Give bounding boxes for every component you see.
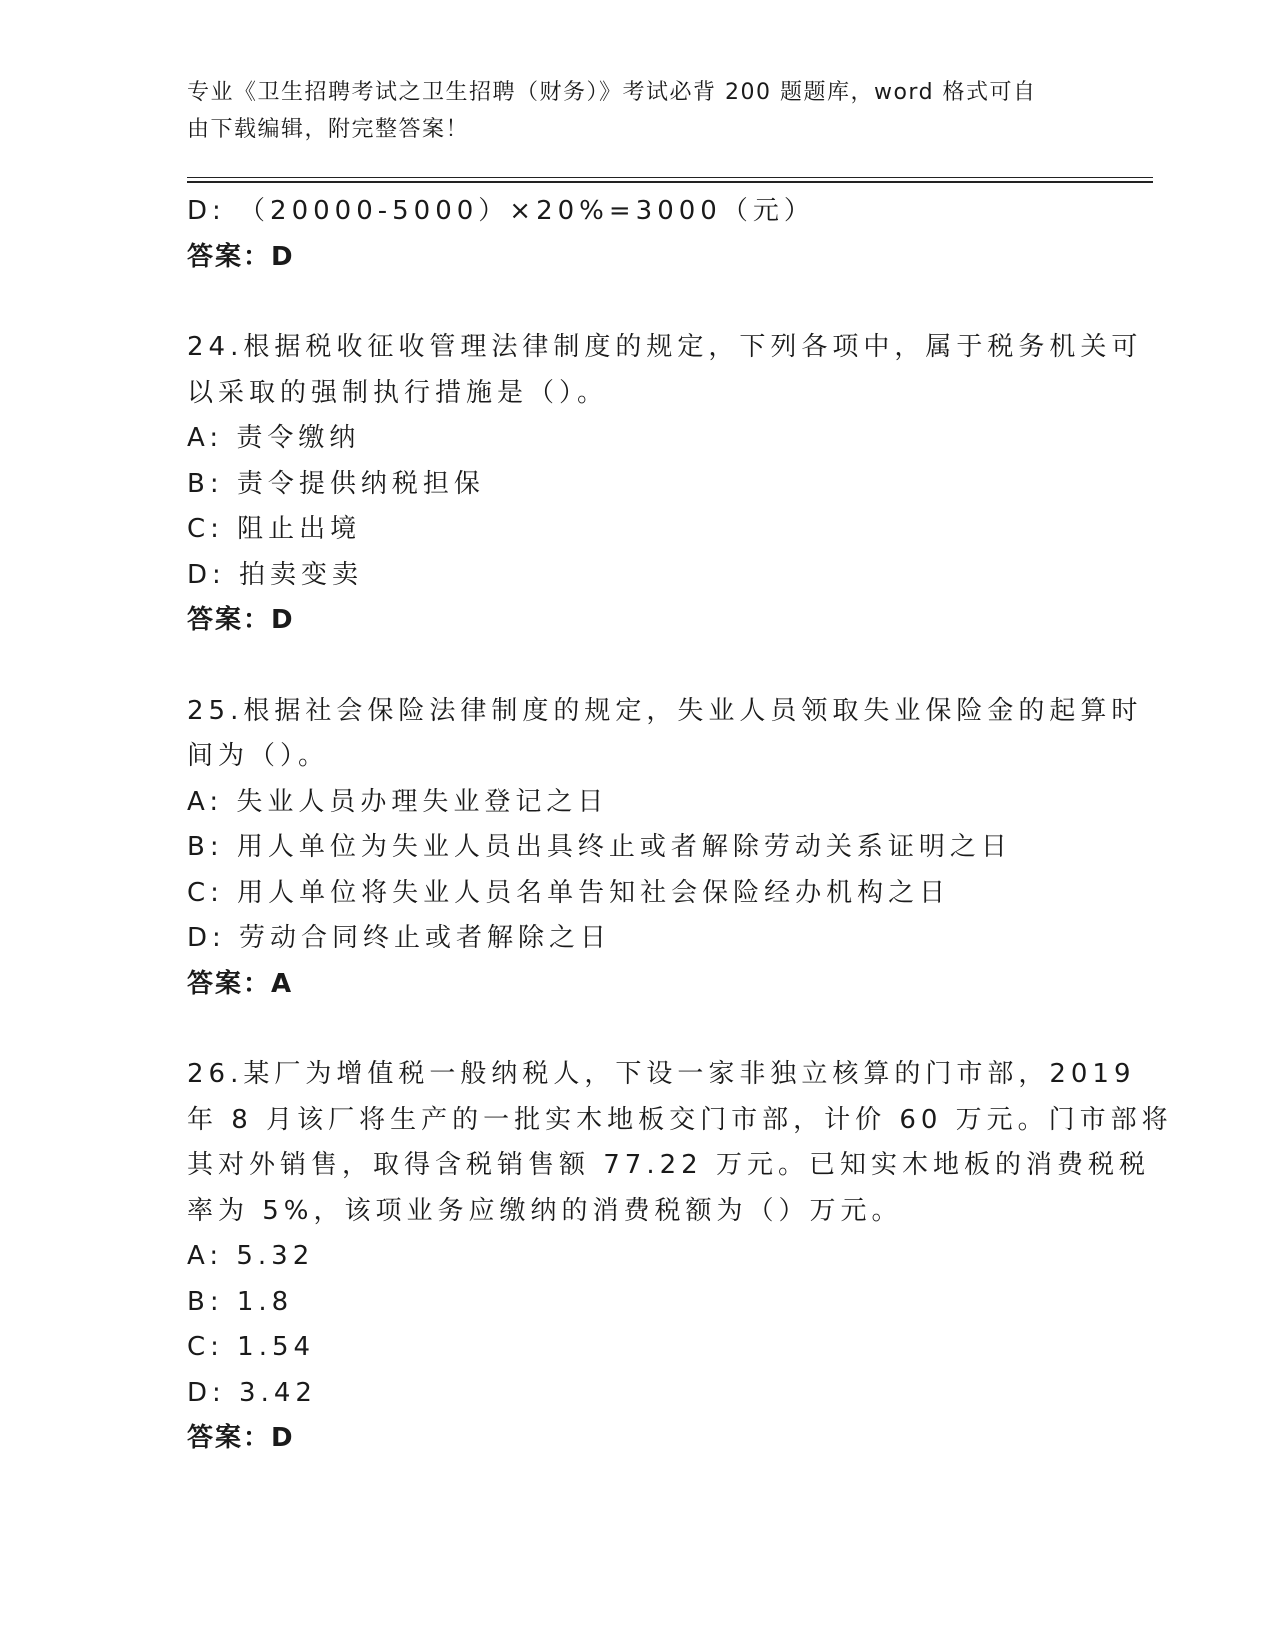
question-stem-line: 间为（）。 <box>187 741 330 771</box>
answer-line: 答案：D <box>187 1423 295 1453</box>
option-c: C: 阻止出境 <box>187 514 362 544</box>
answer-line: 答案：D <box>187 241 295 272</box>
question-25 <box>187 689 1143 1008</box>
option-b: B: 责令提供纳税担保 <box>187 468 485 499</box>
question-stem-line: 24.根据税收征收管理法律制度的规定，下列各项中，属于税务机关可 <box>187 332 1143 362</box>
header-divider <box>187 177 1153 183</box>
option-a: A: 5.32 <box>187 1241 315 1271</box>
option-d: D: 拍卖变卖 <box>187 559 364 590</box>
option-a: A: 失业人员办理失业登记之日 <box>187 786 609 817</box>
question-stem-line: 以采取的强制执行措施是（）。 <box>187 377 609 408</box>
answer-line: 答案：D <box>187 605 295 635</box>
question-stem-line: 率为 5%，该项业务应缴纳的消费税额为（）万元。 <box>187 1195 903 1226</box>
header-line-2: 由下载编辑，附完整答案！ <box>187 117 470 142</box>
option-c: C: 1.54 <box>187 1332 316 1362</box>
question-stem-line: 26.某厂为增值税一般纳税人，下设一家非独立核算的门市部，2019 <box>187 1059 1136 1089</box>
document-body <box>187 189 1173 1462</box>
option-b: B: 用人单位为失业人员出具终止或者解除劳动关系证明之日 <box>187 832 1012 862</box>
option-d: D: （20000-5000）×20%=3000（元） <box>187 196 815 226</box>
option-d: D: 劳动合同终止或者解除之日 <box>187 923 612 953</box>
header-line-1: 专业《卫生招聘考试之卫生招聘（财务）》考试必背 200 题题库，word 格式可自 <box>187 80 1037 105</box>
question-24 <box>187 325 1143 644</box>
answer-line: 答案：A <box>187 968 294 999</box>
option-c: C: 用人单位将失业人员名单告知社会保险经办机构之日 <box>187 877 951 908</box>
spacer <box>187 280 1087 325</box>
page-header <box>187 74 1077 148</box>
question-stem-line: 年 8 月该厂将生产的一批实木地板交门市部，计价 60 万元。门市部将 <box>187 1104 1173 1135</box>
question-stem-line: 25.根据社会保险法律制度的规定，失业人员领取失业保险金的起算时 <box>187 695 1143 726</box>
option-d: D: 3.42 <box>187 1377 317 1408</box>
option-b: B: 1.8 <box>187 1286 294 1317</box>
question-stem-line: 其对外销售，取得含税销售额 77.22 万元。已知实木地板的消费税税 <box>187 1150 1150 1180</box>
previous-question-tail <box>187 189 1087 280</box>
spacer <box>187 1007 1087 1052</box>
option-a: A: 责令缴纳 <box>187 423 361 453</box>
spacer <box>187 644 1087 689</box>
question-26 <box>187 1052 1173 1462</box>
